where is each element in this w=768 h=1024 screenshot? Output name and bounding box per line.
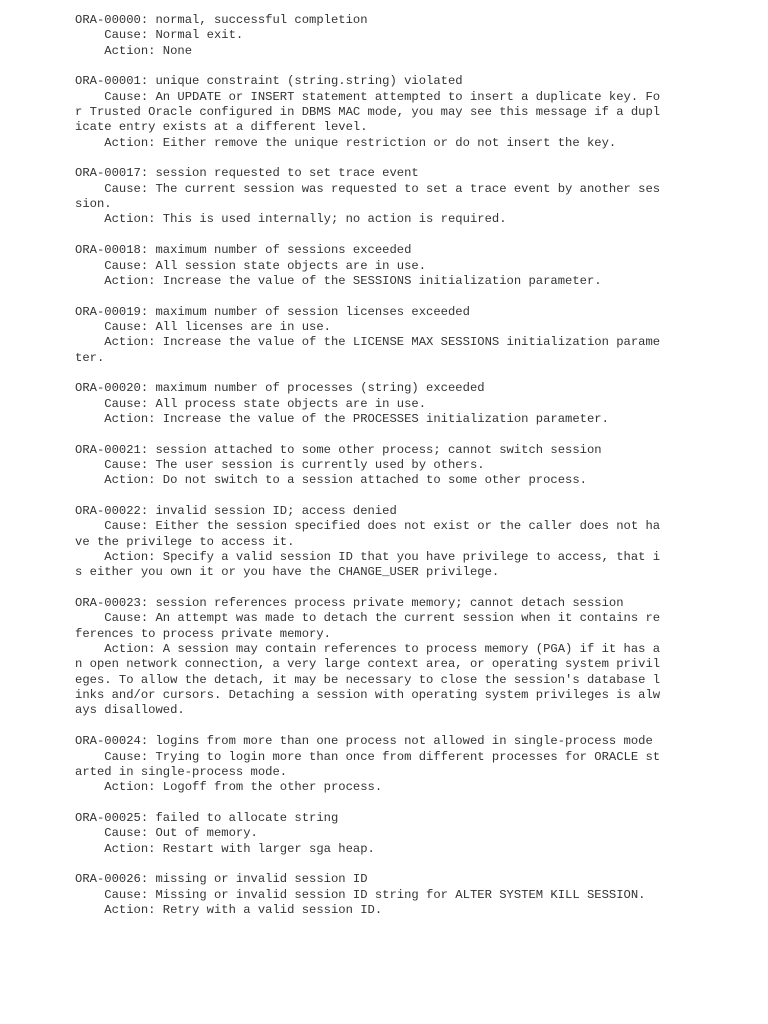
error-detail-line: n open network connection, a very large context area, or operating system privil [75,657,661,672]
error-entry [75,443,675,489]
error-entry [75,504,675,581]
entry-separator [75,289,675,304]
error-detail-line: Cause: An attempt was made to detach the current session when it contains re [75,611,661,626]
error-detail-line: Action: Specify a valid session ID that you have privilege to access, that i [75,550,661,565]
error-code-heading: ORA-00022: invalid session ID; access denied [75,504,397,518]
error-detail-line: Action: Increase the value of the SESSIONS initialization parameter. [75,273,602,288]
error-detail-line: Action: None [75,43,193,58]
entry-separator [75,151,675,166]
error-detail-line: ferences to process private memory. [75,626,331,641]
error-detail-line: Action: Either remove the unique restriction or do not insert the key. [75,135,617,150]
error-code-heading: ORA-00025: failed to allocate string [75,810,339,825]
error-message-document [75,13,675,918]
error-detail-line: Cause: Trying to login more than once from different processes for ORACLE st [75,749,661,764]
error-detail-line: Cause: Normal exit. [75,28,244,43]
error-detail-line: Cause: All session state objects are in use. [75,258,427,273]
error-code-heading: ORA-00018: maximum number of sessions exceeded [75,243,412,258]
error-detail-line: Cause: All licenses are in use. [75,319,331,334]
error-code-heading: ORA-00017: session requested to set trace event [75,166,419,181]
error-detail-line: Action: Do not switch to a session attached to some other process. [75,473,587,488]
error-detail-line: Action: Restart with larger sga heap. [75,841,375,856]
error-code-heading: ORA-00020: maximum number of processes (string) exceeded [75,381,485,396]
error-entry [75,596,675,719]
error-code-heading: ORA-00021: session attached to some other process; cannot switch session [75,442,602,457]
error-detail-line: inks and/or cursors. Detaching a session with operating system privileges is alw [75,688,661,703]
error-detail-line: Cause: An UPDATE or INSERT statement attempted to insert a duplicate key. Fo [75,89,661,104]
error-code-heading: ORA-00001: unique constraint (string.string) violated [75,74,463,89]
entry-separator [75,857,675,872]
error-detail-line: Action: This is used internally; no action is required. [75,212,507,227]
entry-separator [75,796,675,811]
error-code-heading: ORA-00000: normal, successful completion [75,13,368,27]
error-code-heading: ORA-00026: missing or invalid session ID [75,872,368,887]
entry-separator [75,228,675,243]
error-detail-line: Action: Increase the value of the PROCESSES initialization parameter. [75,411,609,426]
error-entry [75,166,675,227]
error-detail-line: Cause: Missing or invalid session ID string for ALTER SYSTEM KILL SESSION. [75,887,646,902]
error-detail-line: ays disallowed. [75,703,185,718]
entry-separator [75,366,675,381]
error-detail-line: Action: Logoff from the other process. [75,780,383,795]
error-detail-line: sion. [75,197,112,212]
error-detail-line: Cause: Either the session specified does not exist or the caller does not ha [75,519,661,534]
error-code-heading: ORA-00023: session references process private memory; cannot detach session [75,596,624,611]
entry-separator [75,719,675,734]
error-entry [75,74,675,151]
error-detail-line: s either you own it or you have the CHANGE_USER privilege. [75,565,500,580]
entry-separator [75,581,675,596]
error-detail-line: Action: A session may contain references to process memory (PGA) if it has a [75,642,661,657]
entry-separator [75,427,675,442]
error-detail-line: Cause: All process state objects are in use. [75,396,427,411]
error-detail-line: Cause: The user session is currently used by others. [75,457,485,472]
error-entry [75,243,675,289]
error-entry [75,811,675,857]
error-entry [75,305,675,366]
entry-separator [75,489,675,504]
error-detail-line: Cause: The current session was requested to set a trace event by another ses [75,181,661,196]
error-detail-line: ter. [75,350,105,365]
error-detail-line: Action: Increase the value of the LICENSE MAX SESSIONS initialization parame [75,335,661,350]
error-entry [75,13,675,59]
error-entry [75,381,675,427]
error-code-heading: ORA-00019: maximum number of session licenses exceeded [75,304,470,319]
error-detail-line: Action: Retry with a valid session ID. [75,902,383,917]
error-detail-line: ve the privilege to access it. [75,534,295,549]
error-entry [75,734,675,795]
error-code-heading: ORA-00024: logins from more than one process not allowed in single-process mode [75,734,653,749]
error-entry [75,872,675,918]
error-detail-line: Cause: Out of memory. [75,826,258,841]
entry-separator [75,59,675,74]
error-detail-line: arted in single-process mode. [75,764,288,779]
error-detail-line: r Trusted Oracle configured in DBMS MAC mode, you may see this message if a dupl [75,105,661,120]
error-detail-line: eges. To allow the detach, it may be necessary to close the session's database l [75,672,661,687]
error-detail-line: icate entry exists at a different level. [75,120,368,135]
